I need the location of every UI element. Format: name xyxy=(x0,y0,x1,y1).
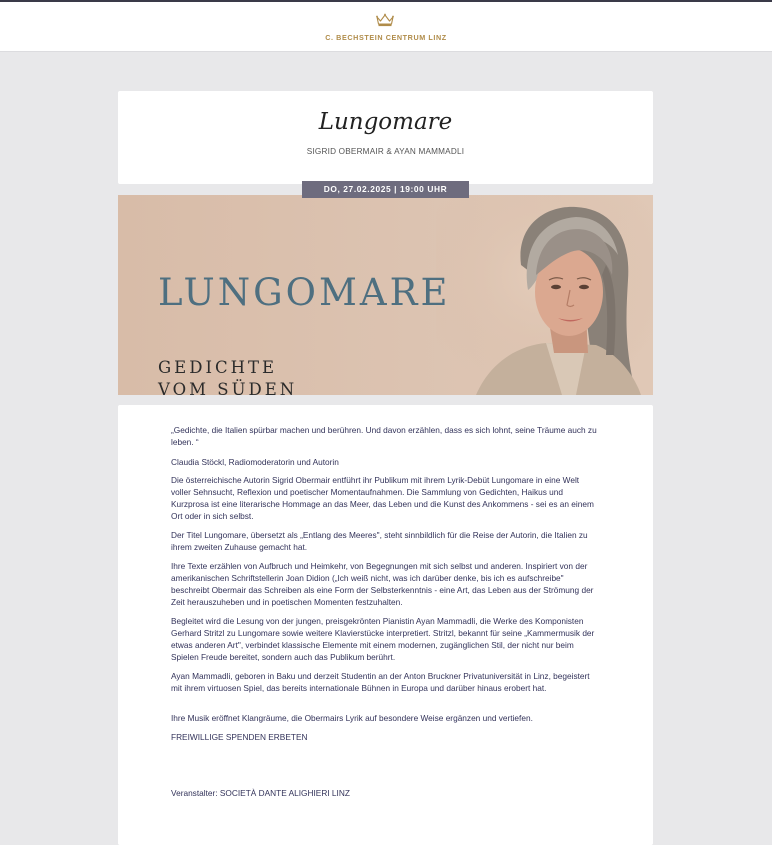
quote-author: Claudia Stöckl, Radiomoderatorin und Autorin xyxy=(171,457,339,467)
description-paragraph-2: Der Titel Lungomare, übersetzt als „Entlang des Meeres", steht sinnbildlich für die Reise der Autorin, die Italien zu ihrem zweiten Zuhause gemacht hat. xyxy=(171,530,588,552)
banner-subtitle-line-2: VOM SÜDEN xyxy=(158,380,298,395)
event-title: Lungomare xyxy=(318,109,453,135)
quote-text: „Gedichte, die Italien spürbar machen und berühren. Und davon erzählen, dass es sich lohnt, seine Träume auch zu leben. “ xyxy=(171,425,597,447)
description-paragraph-6: Ihre Musik eröffnet Klangräume, die Obermairs Lyrik auf besondere Weise ergänzen und vertiefen. xyxy=(171,713,533,723)
donation-note: FREIWILLIGE SPENDEN ERBETEN xyxy=(171,732,308,742)
portrait-image xyxy=(436,195,653,395)
crown-icon[interactable] xyxy=(376,13,394,27)
event-date-badge: DO, 27.02.2025 | 19:00 UHR xyxy=(302,181,469,198)
description-paragraph-1: Die österreichische Autorin Sigrid Obermair entführt ihr Publikum mit ihrem Lyrik-Debüt Lungomare in eine Welt voller Sehnsucht, Reflexion und poetischer Momentaufnahmen. Die Sammlung von Gedichten, Haikus und Kurzprosa ist eine literarische Hommage an das Meer, das Leben und die Kunst des Ankommens - sei es an einem Ort oder in sich selbst. xyxy=(171,475,594,521)
brand-name[interactable]: C. BECHSTEIN CENTRUM LINZ xyxy=(325,33,447,42)
banner-subtitle xyxy=(158,357,358,395)
event-description-card xyxy=(118,405,653,845)
event-banner xyxy=(118,195,653,395)
site-header xyxy=(0,2,772,52)
banner-subtitle-line-1: GEDICHTE xyxy=(158,358,278,377)
description-paragraph-5: Ayan Mammadli, geboren in Baku und derzeit Studentin an der Anton Bruckner Privatuniversität in Linz, begeistert mit ihrem virtuosen Spiel, das bereits internationale Bühnen in Europa und darüber hinaus erobert hat. xyxy=(171,671,590,693)
organizer-note: Veranstalter: SOCIETÀ DANTE ALIGHIERI LINZ xyxy=(171,788,350,798)
event-title-card xyxy=(118,91,653,184)
description-paragraph-3: Ihre Texte erzählen von Aufbruch und Heimkehr, von Begegnungen mit sich selbst und anderen. Inspiriert von der amerikanischen Schriftstellerin Joan Didion („Ich weiß nicht, was ich darüber denke, bis ich es aufschreibe" beschreibt Obermair das Schreiben als eine Form der Selbsterkenntnis - eine Art, das Leben aus der Strömung der Zeit herauszuheben und in poetischen Momenten festzuhalten. xyxy=(171,561,594,607)
event-subtitle: SIGRID OBERMAIR & AYAN MAMMADLI xyxy=(306,147,465,156)
banner-title: LUNGOMARE xyxy=(158,271,451,314)
description-paragraph-4: Begleitet wird die Lesung von der jungen, preisgekrönten Pianistin Ayan Mammadli, die Werke des Komponisten Gerhard Stritzl zu Lungomare sowie weitere Klavierstücke interpretiert. Stritzl, bekannt für seine „Kammermusik der etwas anderen Art", verbindet klassische Elemente mit einem modernen, zugänglichen Stil, der nicht nur beim Spielen Freude bereitet, sondern auch das Publikum berührt. xyxy=(171,616,595,662)
